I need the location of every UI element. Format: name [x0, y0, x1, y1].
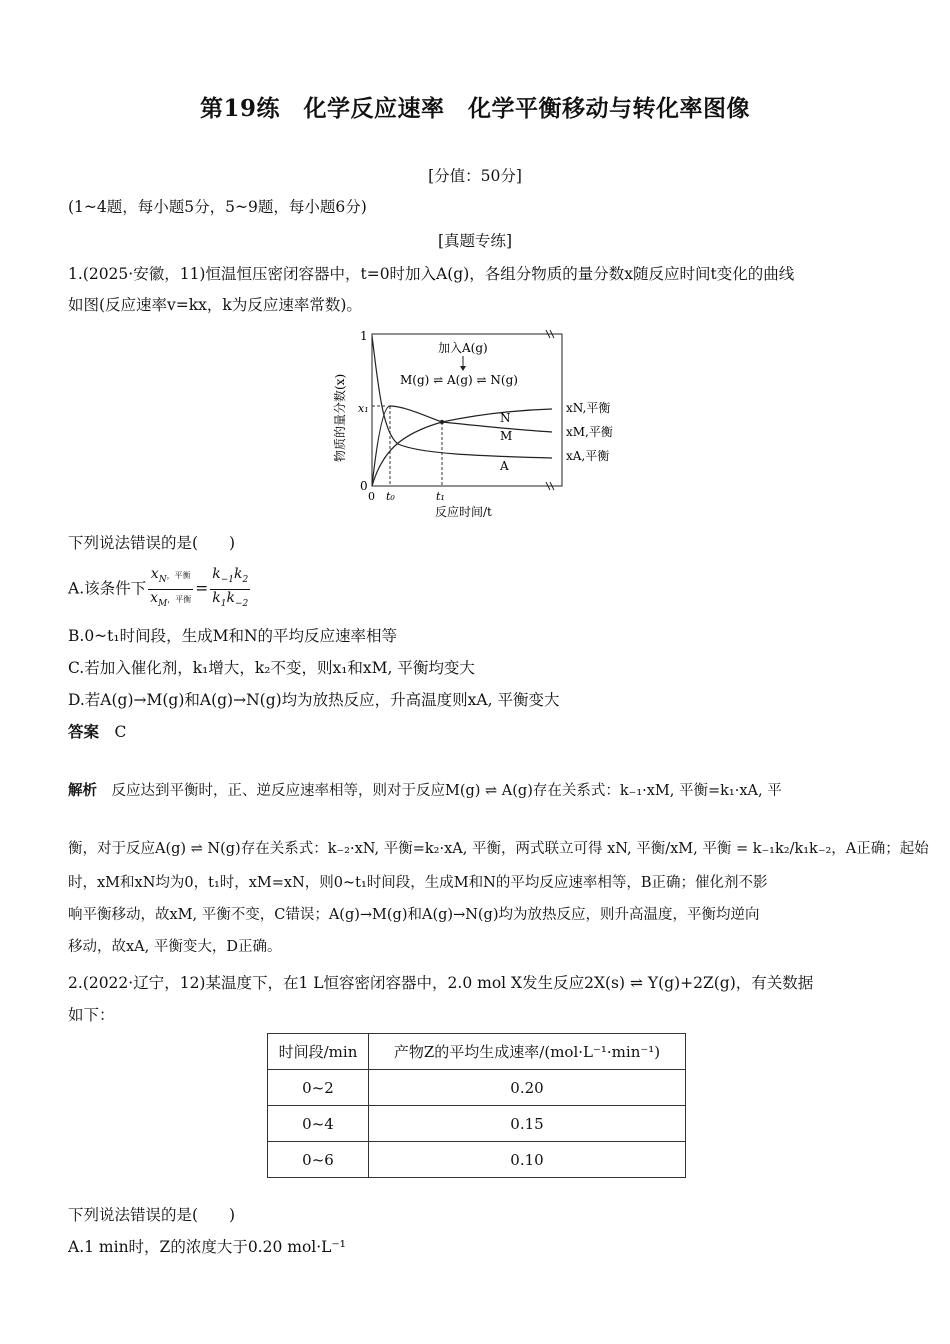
answer-label: 答案	[68, 722, 100, 741]
series-label-M: M	[500, 429, 513, 443]
reaction-chart	[330, 322, 630, 522]
q1-option-A-prefix: A.该条件下	[68, 579, 147, 598]
curve-N	[372, 409, 552, 486]
analysis-line2: 衡，对于反应A(g) ⇌ N(g)存在关系式：k₋₂·xN, 平衡=k₂·xA, 平衡，两式联立可得 xN, 平衡/xM, 平衡 = k₋₁k₂/k₁k₋₂，A正确；起始	[68, 841, 929, 857]
option-A-fraction-left: $\frac{x_N,平衡}{x_M,平衡}$	[150, 566, 192, 609]
score-note: (1~4题，每小题5分，5~9题，每小题6分)	[68, 198, 367, 216]
table-cell: 0~6	[268, 1142, 369, 1178]
q1-option-C: C.若加入催化剂，k₁增大，k₂不变，则x₁和xM, 平衡均变大	[68, 659, 475, 677]
q2-option-A: A.1 min时，Z的浓度大于0.20 mol·L⁻¹	[68, 1238, 346, 1256]
analysis-line1: 解析 反应达到平衡时，正、逆反应速率相等，则对于反应M(g) ⇌ A(g)存在关系式：k₋₁·xM, 平衡=k₁·xA, 平	[68, 782, 782, 799]
q1-option-D: D.若A(g)→M(g)和A(g)→N(g)均为放热反应，升高温度则xA, 平衡变大	[68, 691, 560, 709]
analysis-line4: 响平衡移动，故xM, 平衡不变，C错误；A(g)→M(g)和A(g)→N(g)均为放热反应，则升高温度，平衡均逆向	[68, 907, 760, 923]
q1-option-A: A.该条件下 $\frac{x_N,平衡}{x_M,平衡}$ = $\frac{k_{-1}k_2}{k_1k_{-2}}$	[68, 566, 252, 613]
y-tick-0: 0	[360, 479, 368, 493]
x-tick-t1: t₁	[436, 490, 445, 503]
analysis-line5: 移动，故xA, 平衡变大，D正确。	[68, 939, 282, 955]
table-header-cell: 时间段/min	[268, 1034, 369, 1070]
q2-stem-line2: 如下：	[68, 1006, 115, 1024]
q1-stem-line1: 1.(2025·安徽，11)恒温恒压密闭容器中，t=0时加入A(g)，各组分物质的量分数x随反应时间t变化的曲线	[68, 265, 795, 283]
table-cell: 0.15	[369, 1106, 686, 1142]
x-axis-label: 反应时间/t	[435, 505, 492, 519]
end-label-M: xM,平衡	[566, 425, 613, 439]
analysis-label: 解析	[68, 782, 97, 799]
end-label-N: xN,平衡	[566, 401, 611, 415]
q2-ask: 下列说法错误的是( )	[68, 1206, 236, 1224]
q1-option-B: B.0~t₁时间段，生成M和N的平均反应速率相等	[68, 627, 398, 645]
q1-answer	[68, 721, 126, 743]
table-row	[268, 1106, 686, 1142]
rate-table	[267, 1033, 686, 1178]
series-label-A: A	[500, 459, 509, 473]
table-cell: 0.10	[369, 1142, 686, 1178]
add-arrow-head	[460, 366, 466, 371]
table-cell: 0~2	[268, 1070, 369, 1106]
answer-value: C	[114, 723, 127, 741]
table-row	[268, 1070, 686, 1106]
option-A-fraction-right: $\frac{k_{-1}k_2}{k_1k_{-2}}$	[212, 566, 249, 609]
page-title: 第19练 化学反应速率 化学平衡移动与转化率图像	[199, 95, 750, 122]
end-label-A: xA,平衡	[566, 449, 610, 463]
q1-ask: 下列说法错误的是( )	[68, 534, 236, 552]
table-header-cell: 产物Z的平均生成速率/(mol·L⁻¹·min⁻¹)	[369, 1034, 686, 1070]
q2-stem-line1: 2.(2022·辽宁，12)某温度下，在1 L恒容密闭容器中，2.0 mol X发生反应2X(s) ⇌ Y(g)+2Z(g)，有关数据	[68, 974, 814, 992]
intersection-point	[440, 420, 444, 424]
x-tick-t0: t₀	[386, 490, 395, 503]
series-label-N: N	[500, 411, 511, 425]
table-cell: 0~4	[268, 1106, 369, 1142]
add-annotation: 加入A(g)	[438, 341, 488, 355]
score-info: [分值：50分]	[428, 167, 522, 185]
table-row	[268, 1142, 686, 1178]
y-axis-label: 物质的量分数(x)	[333, 373, 347, 462]
analysis-line3: 时，xM和xN均为0，t₁时，xM=xN，则0~t₁时间段，生成M和N的平均反应速率相等，B正确；催化剂不影	[68, 875, 768, 891]
x-tick-0: 0	[368, 490, 375, 503]
reaction-scheme: M(g) ⇌ A(g) ⇌ N(g)	[400, 373, 518, 387]
y-tick-1: 1	[360, 329, 368, 343]
table-header-row	[268, 1034, 686, 1070]
q1-stem-line2: 如图(反应速率v=kx，k为反应速率常数)。	[68, 296, 362, 314]
table-cell: 0.20	[369, 1070, 686, 1106]
section-heading: [真题专练]	[437, 232, 513, 250]
y-tick-x1: x₁	[358, 402, 369, 415]
